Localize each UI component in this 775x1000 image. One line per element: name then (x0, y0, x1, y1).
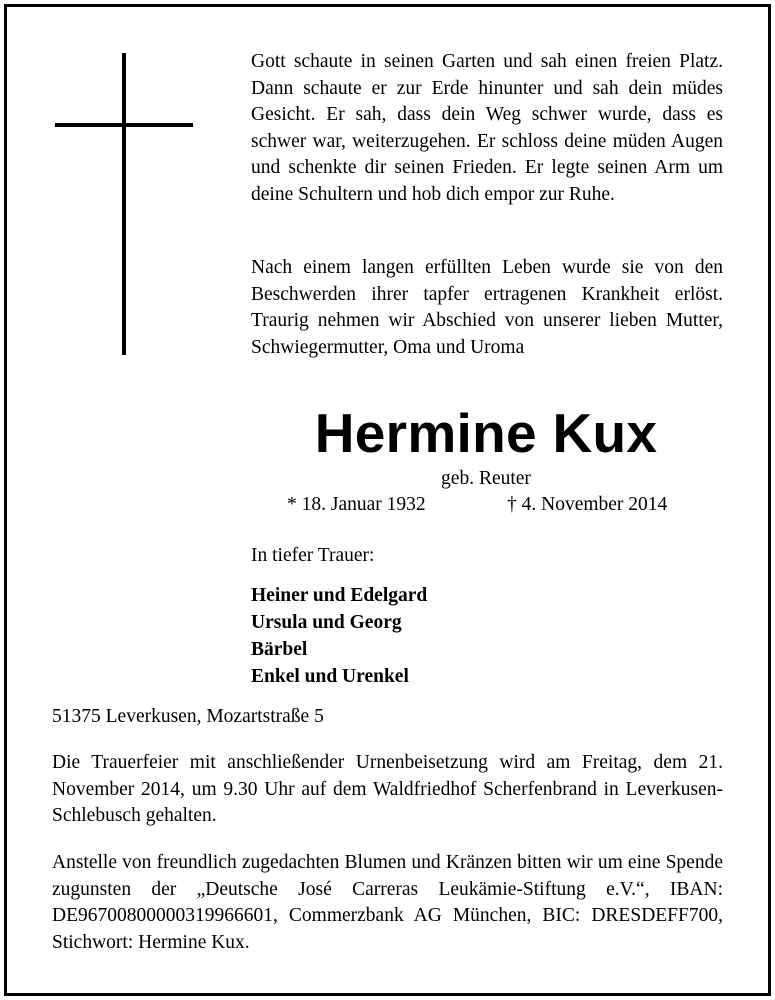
mourners-list (251, 582, 427, 690)
poem-text: Gott schaute in seinen Garten und sah einen freien Platz. Dann schaute er zur Erde hinunter und sah dein müdes Gesicht. Er sah, dass dein Weg schwer wurde, dass es schwer war, weiterzugehen. Er schloss deine müden Augen und schenkte dir seinen Frieden. Er legte seinen Arm um deine Schultern und hob dich empor zur Ruhe. (251, 51, 723, 205)
death-date: † 4. November 2014 (507, 494, 668, 515)
announcement-text: Nach einem langen erfüllten Leben wurde sie von den Beschwerden ihrer tapfer ertragenen Krankheit erlöst. Traurig nehmen wir Abschied von unserer lieben Mutter, Schwiegermutter, Oma und Uroma (251, 257, 723, 358)
funeral-info: Die Trauerfeier mit anschließender Urnenbeisetzung wird am Freitag, dem 21. November 2014, um 9.30 Uhr auf dem Waldfriedhof Scherfenbrand in Leverkusen-Schlebusch gehalten. (52, 752, 723, 826)
deceased-name: Hermine Kux (314, 402, 658, 464)
family-address: 51375 Leverkusen, Mozartstraße 5 (52, 706, 324, 727)
mourner-item: Bärbel (251, 639, 308, 660)
mourner-item: Enkel und Urenkel (251, 666, 409, 687)
mourner-item: Ursula und Georg (251, 612, 402, 633)
maiden-name: geb. Reuter (441, 468, 531, 489)
donation-info: Anstelle von freundlich zugedachten Blumen und Kränzen bitten wir um eine Spende zugunsten der „Deutsche José Carreras Leukämie-Stiftung e.V.“, IBAN: DE96700800000319966601, Commerzbank AG München, BIC: DRESDEFF700, Stichwort: Hermine Kux. (52, 852, 723, 953)
cross-icon (122, 53, 126, 355)
mourning-label: In tiefer Trauer: (251, 545, 375, 566)
mourner-item: Heiner und Edelgard (251, 585, 428, 606)
birth-date: * 18. Januar 1932 (287, 494, 426, 515)
cross-icon-crossbar (55, 123, 193, 127)
